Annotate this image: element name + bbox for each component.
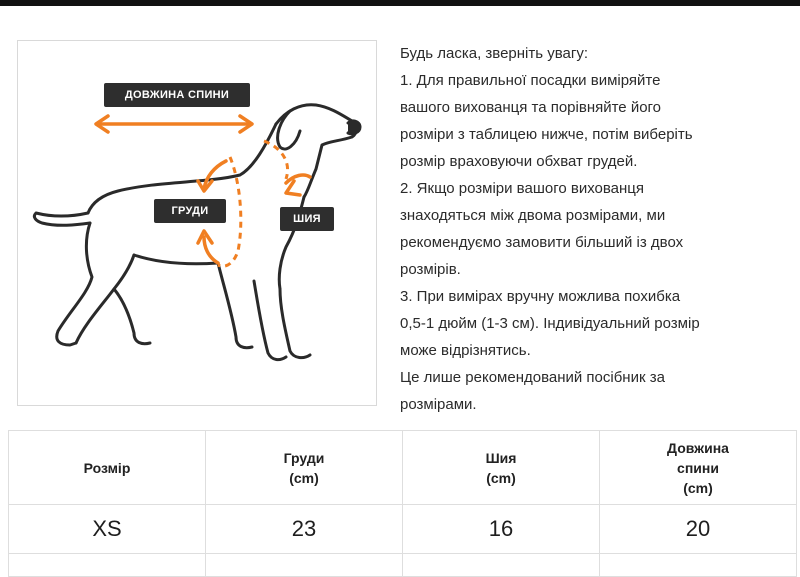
header-chest — [206, 431, 403, 505]
note-line: вашого вихованця та порівняйте його — [400, 99, 662, 116]
size-table — [8, 430, 797, 577]
note-line: знаходяться між двома розмірами, ми — [400, 207, 666, 224]
neck-label: ШИЯ — [280, 207, 334, 231]
note-line: розмірів. — [400, 261, 461, 278]
note-line: 3. При вимірах вручну можлива похибка — [400, 288, 681, 305]
header-back-title-2: спини — [677, 459, 719, 476]
note-line: 2. Якщо розміри вашого вихованця — [400, 180, 645, 197]
note-line: 0,5-1 дюйм (1-3 см). Індивідуальний розмір — [400, 315, 700, 332]
cell-size: XS — [9, 505, 206, 554]
header-back-length — [600, 431, 797, 505]
note-line: 1. Для правильної посадки виміряйте — [400, 72, 661, 89]
header-back-title-1: Довжина — [667, 439, 729, 456]
table-row — [9, 505, 797, 554]
header-size-title: Розмір — [83, 459, 131, 476]
chest-label: ГРУДИ — [154, 199, 226, 223]
note-line: Будь ласка, зверніть увагу: — [400, 45, 589, 62]
note-line: розмір враховуючи обхват грудей. — [400, 153, 638, 170]
sizing-note — [400, 40, 796, 418]
dog-measurement-diagram — [17, 40, 377, 406]
neck-dashed-loop — [264, 141, 288, 179]
neck-arrow — [286, 175, 310, 183]
note-line: Це лише рекомендований посібник за — [400, 369, 665, 386]
note-line: розміри з таблицею нижче, потім виберіть — [400, 126, 693, 143]
note-line: може відрізнятись. — [400, 342, 531, 359]
note-line: рекомендуємо замовити більший із двох — [400, 234, 684, 251]
header-neck — [403, 431, 600, 505]
table-header-row — [9, 431, 797, 505]
cell-chest: 23 — [206, 505, 403, 554]
cell-back: 20 — [600, 505, 797, 554]
header-neck-unit: (cm) — [486, 469, 516, 486]
cell-neck: 16 — [403, 505, 600, 554]
header-chest-unit: (cm) — [289, 469, 319, 486]
header-size — [9, 431, 206, 505]
table-row-partial — [9, 554, 797, 577]
note-line: розмірами. — [400, 396, 477, 413]
header-neck-title: Шия — [485, 449, 517, 466]
header-chest-title: Груди — [283, 449, 325, 466]
back-length-label: ДОВЖИНА СПИНИ — [104, 83, 250, 107]
top-bar — [0, 0, 800, 6]
header-back-unit: (cm) — [683, 479, 713, 496]
